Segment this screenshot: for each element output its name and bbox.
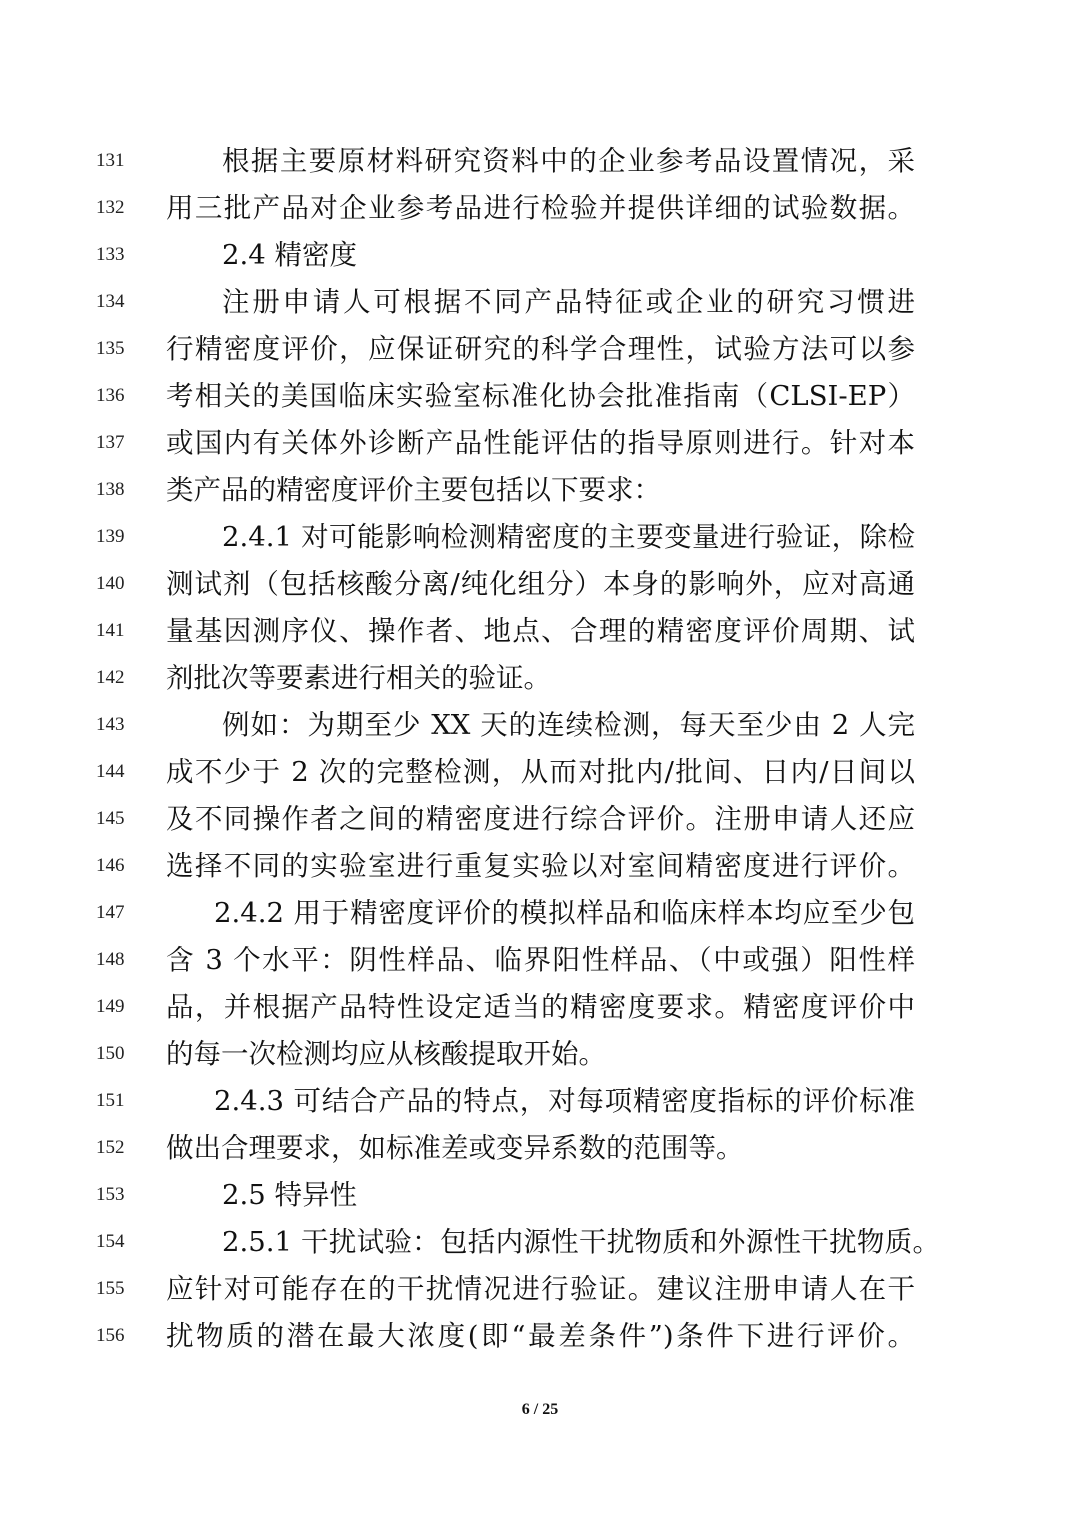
line-number: 154: [96, 1231, 125, 1252]
line-number: 135: [96, 338, 125, 359]
page-number-footer: 6 / 25: [521, 1401, 559, 1418]
text-line-152: [0, 1128, 1080, 1168]
line-number: 147: [96, 902, 125, 923]
text-line-132: [0, 188, 1080, 228]
text-line-133: [0, 235, 1080, 275]
paragraph-line: 2.4.3 可结合产品的特点，对每项精密度指标的评价标准: [214, 1085, 915, 1117]
line-number: 138: [96, 479, 125, 500]
text-line-149: [0, 987, 1080, 1027]
paragraph-line: 注册申请人可根据不同产品特征或企业的研究习惯进: [222, 286, 915, 318]
section-heading: 2.5 特异性: [222, 1179, 357, 1211]
paragraph-line: 用三批产品对企业参考品进行检验并提供详细的试验数据。: [166, 192, 915, 224]
text-line-136: [0, 376, 1080, 416]
text-line-151: [0, 1081, 1080, 1121]
paragraph-line: 例如：为期至少 XX 天的连续检测，每天至少由 2 人完: [222, 709, 915, 741]
text-line-153: [0, 1175, 1080, 1215]
paragraph-line: 2.4.2 用于精密度评价的模拟样品和临床样本均应至少包: [214, 897, 915, 929]
paragraph-line: 根据主要原材料研究资料中的企业参考品设置情况，采: [222, 145, 915, 177]
line-number: 140: [96, 573, 125, 594]
line-number: 146: [96, 855, 125, 876]
paragraph-line: 行精密度评价，应保证研究的科学合理性，试验方法可以参: [166, 333, 915, 365]
paragraph-line: 成不少于 2 次的完整检测，从而对批内/批间、日内/日间以: [166, 756, 915, 788]
line-number: 153: [96, 1184, 125, 1205]
paragraph-line: 及不同操作者之间的精密度进行综合评价。注册申请人还应: [166, 803, 915, 835]
paragraph-line: 选择不同的实验室进行重复实验以对室间精密度进行评价。: [166, 850, 915, 882]
text-line-145: [0, 799, 1080, 839]
line-number: 149: [96, 996, 125, 1017]
paragraph-line: 2.4.1 对可能影响检测精密度的主要变量进行验证，除检: [222, 521, 915, 553]
text-line-143: [0, 705, 1080, 745]
line-number: 142: [96, 667, 125, 688]
line-number: 152: [96, 1137, 125, 1158]
text-line-131: [0, 141, 1080, 181]
line-number: 145: [96, 808, 125, 829]
text-line-142: [0, 658, 1080, 698]
paragraph-line: 量基因测序仪、操作者、地点、合理的精密度评价周期、试: [166, 615, 915, 647]
paragraph-line: 类产品的精密度评价主要包括以下要求：: [166, 474, 661, 506]
line-number: 136: [96, 385, 125, 406]
text-line-134: [0, 282, 1080, 322]
line-number: 144: [96, 761, 125, 782]
line-number: 148: [96, 949, 125, 970]
text-line-137: [0, 423, 1080, 463]
text-line-147: [0, 893, 1080, 933]
paragraph-line: 做出合理要求，如标准差或变异系数的范围等。: [166, 1132, 744, 1164]
text-line-138: [0, 470, 1080, 510]
line-number: 151: [96, 1090, 125, 1111]
paragraph-line: 扰物质的潜在最大浓度(即“最差条件”)条件下进行评价。: [166, 1320, 915, 1352]
paragraph-line: 含 3 个水平：阴性样品、临界阳性样品、（中或强）阳性样: [166, 944, 915, 976]
line-number: 134: [96, 291, 125, 312]
text-line-156: [0, 1316, 1080, 1356]
line-number: 132: [96, 197, 125, 218]
paragraph-line: 应针对可能存在的干扰情况进行验证。建议注册申请人在干: [166, 1273, 915, 1305]
line-number: 143: [96, 714, 125, 735]
paragraph-line: 的每一次检测均应从核酸提取开始。: [166, 1038, 606, 1070]
text-line-140: [0, 564, 1080, 604]
paragraph-line: 剂批次等要素进行相关的验证。: [166, 662, 551, 694]
text-line-139: [0, 517, 1080, 557]
line-number: 133: [96, 244, 125, 265]
text-line-135: [0, 329, 1080, 369]
text-line-150: [0, 1034, 1080, 1074]
section-heading: 2.4 精密度: [222, 239, 357, 271]
paragraph-line: 品，并根据产品特性设定适当的精密度要求。精密度评价中: [166, 991, 915, 1023]
line-number: 150: [96, 1043, 125, 1064]
line-number: 156: [96, 1325, 125, 1346]
text-line-155: [0, 1269, 1080, 1309]
paragraph-line: 考相关的美国临床实验室标准化协会批准指南（CLSI-EP）: [166, 380, 915, 412]
text-line-154: [0, 1222, 1080, 1262]
paragraph-line: 2.5.1 干扰试验：包括内源性干扰物质和外源性干扰物质。: [222, 1226, 940, 1258]
line-number: 131: [96, 150, 125, 171]
text-line-146: [0, 846, 1080, 886]
line-number: 139: [96, 526, 125, 547]
paragraph-line: 测试剂（包括核酸分离/纯化组分）本身的影响外，应对高通: [166, 568, 915, 600]
paragraph-line: 或国内有关体外诊断产品性能评估的指导原则进行。针对本: [166, 427, 915, 459]
text-line-148: [0, 940, 1080, 980]
line-number: 141: [96, 620, 125, 641]
text-line-144: [0, 752, 1080, 792]
text-line-141: [0, 611, 1080, 651]
line-number: 155: [96, 1278, 125, 1299]
line-number: 137: [96, 432, 125, 453]
